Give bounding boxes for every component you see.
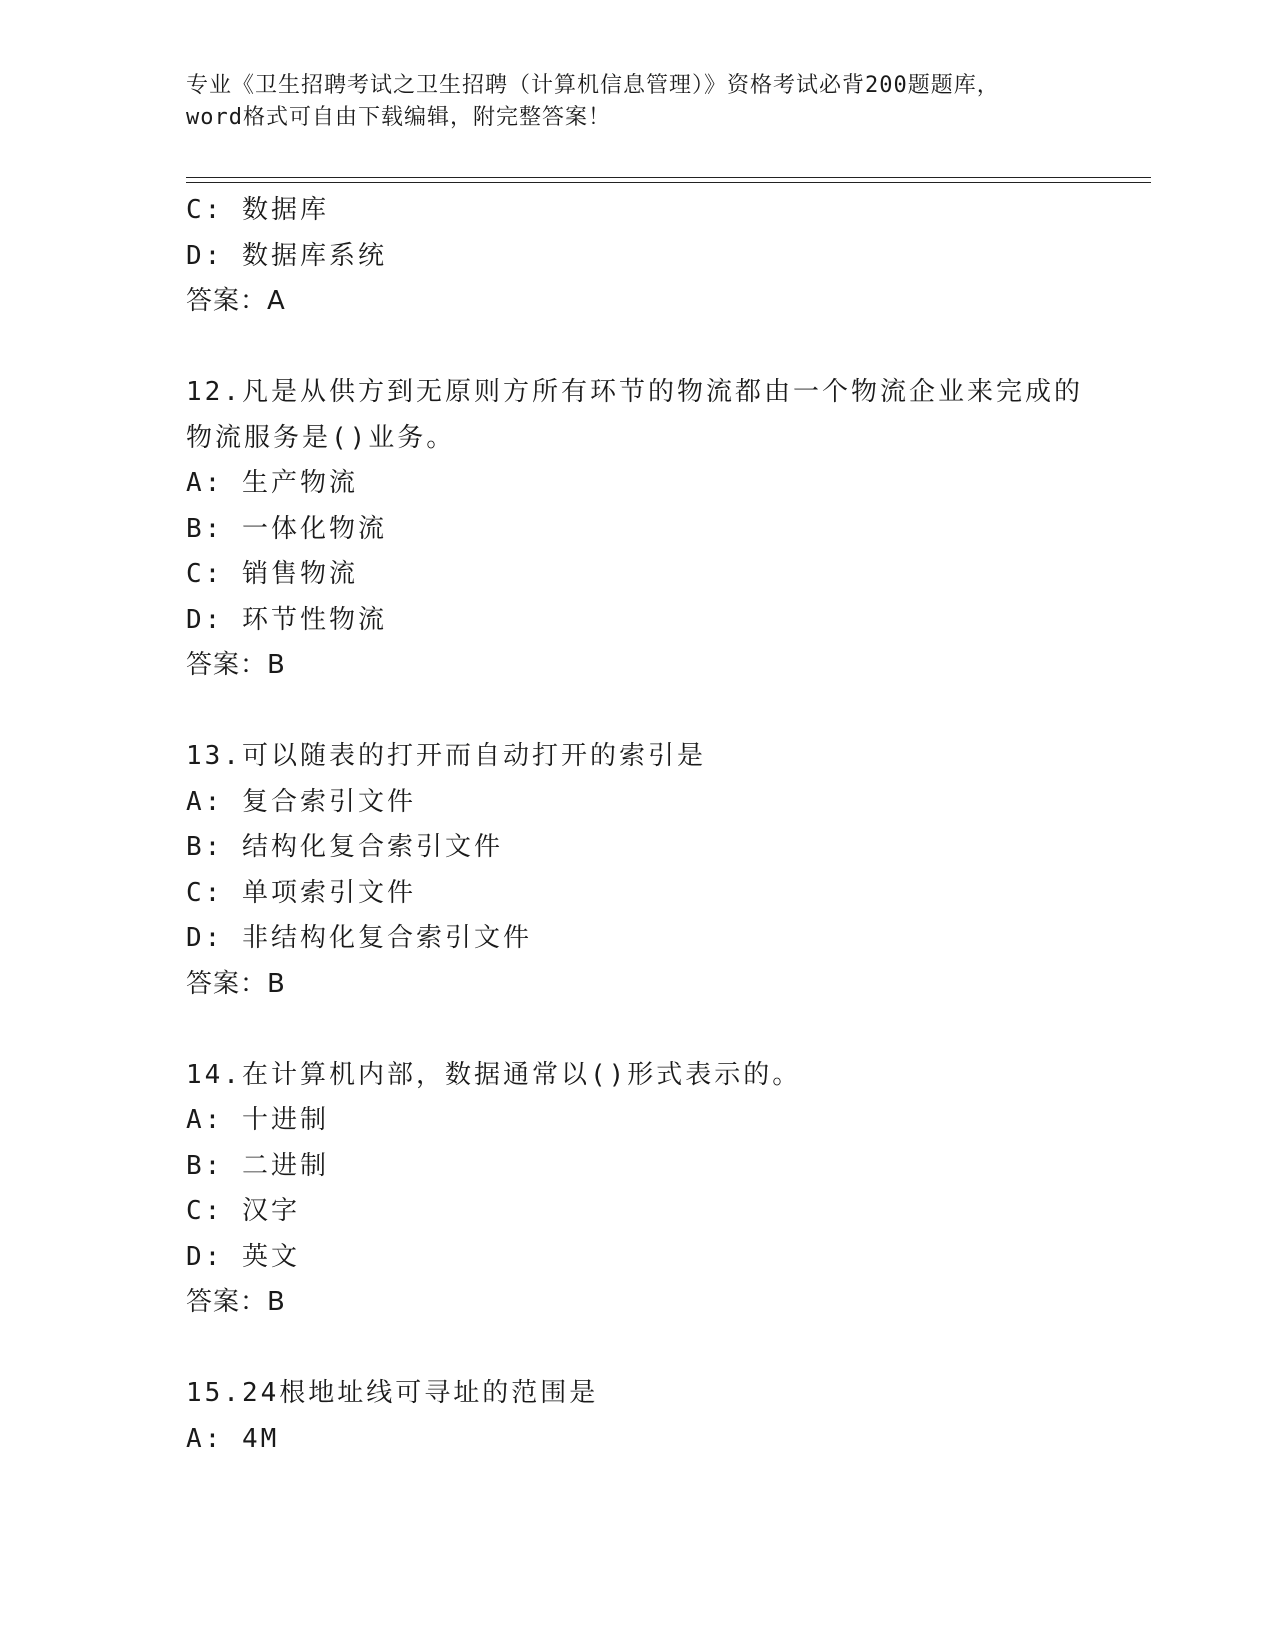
option-line: A: 生产物流 (186, 468, 358, 498)
answer-line: 答案：B (186, 650, 286, 680)
question-list (186, 188, 1151, 1462)
question-block-14 (186, 1053, 1151, 1326)
option-line: D: 英文 (186, 1241, 300, 1272)
question-stem: 13.可以随表的打开而自动打开的索引是 (186, 741, 706, 771)
spacer (186, 1007, 1151, 1053)
option-line: C: 汉字 (186, 1196, 300, 1226)
option-line: C: 单项索引文件 (186, 877, 416, 908)
question-block-prev (186, 188, 1151, 325)
answer-line: 答案：B (186, 1287, 286, 1317)
question-block-13 (186, 734, 1151, 1007)
spacer (186, 1326, 1151, 1372)
question-block-15 (186, 1371, 1151, 1462)
header-divider (186, 177, 1151, 183)
question-stem: 15.24根地址线可寻址的范围是 (186, 1378, 599, 1408)
spacer (186, 689, 1151, 735)
answer-line: 答案：B (186, 968, 286, 999)
option-line: B: 结构化复合索引文件 (186, 832, 503, 862)
question-block-12 (186, 370, 1151, 689)
document-header (186, 70, 1086, 134)
option-line: C: 销售物流 (186, 559, 358, 589)
option-line: A: 十进制 (186, 1105, 329, 1135)
option-line: B: 一体化物流 (186, 513, 387, 544)
option-line: A: 复合索引文件 (186, 786, 416, 817)
question-stem: 物流服务是()业务。 (186, 422, 456, 453)
option-line: C: 数据库 (186, 195, 329, 225)
header-line-2: word格式可自由下载编辑，附完整答案！ (186, 105, 611, 130)
answer-line: 答案：A (186, 286, 286, 316)
option-line: B: 二进制 (186, 1150, 329, 1181)
option-line: A: 4M (186, 1423, 280, 1454)
question-stem: 14.在计算机内部，数据通常以()形式表示的。 (186, 1059, 802, 1090)
option-line: D: 数据库系统 (186, 240, 387, 271)
spacer (186, 325, 1151, 371)
question-stem: 12.凡是从供方到无原则方所有环节的物流都由一个物流企业来完成的 (186, 377, 1083, 407)
option-line: D: 环节性物流 (186, 604, 387, 635)
option-line: D: 非结构化复合索引文件 (186, 923, 532, 953)
header-line-1: 专业《卫生招聘考试之卫生招聘（计算机信息管理）》资格考试必背200题题库， (186, 73, 1000, 98)
